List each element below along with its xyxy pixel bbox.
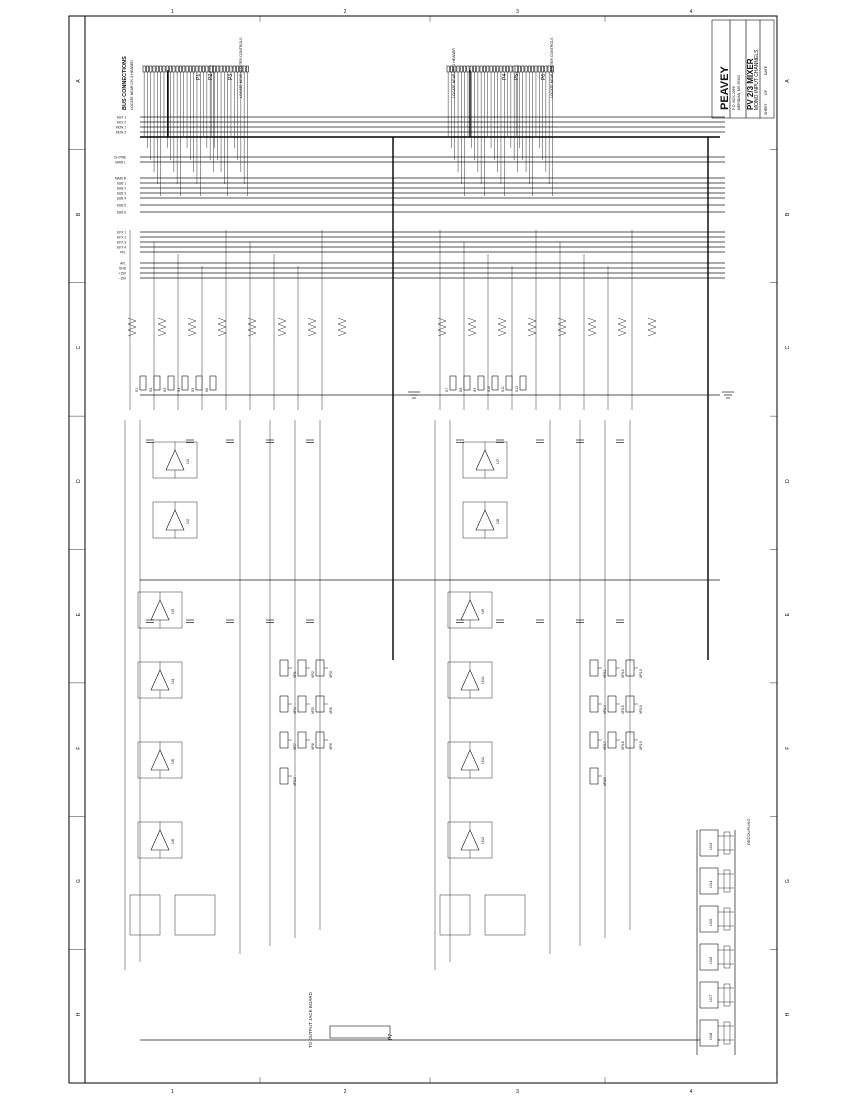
address-line-2: MERIDIAN, MS 39302 — [737, 74, 741, 110]
row-mark-left: A — [76, 79, 82, 83]
opamp-symbol — [166, 450, 184, 470]
channel-right-circuit — [435, 230, 656, 970]
row-mark-right: H — [785, 1012, 791, 1017]
opamp-symbol — [476, 510, 494, 530]
row-mark-right: E — [785, 612, 791, 617]
switch-body — [154, 376, 160, 390]
right-master-note: LOCATE NEAR MASTER CONTROLS — [550, 37, 554, 98]
sheet-title: MONO INPUT CHANNELS — [754, 49, 760, 110]
supply-block-label — [746, 819, 751, 845]
regulator-label: U18 — [708, 1032, 713, 1040]
row-mark-left: E — [76, 612, 82, 617]
bus-bars — [140, 66, 725, 278]
ic-label: U8 — [495, 518, 500, 524]
pot-label: VR10 — [293, 777, 297, 786]
ic-label: U6 — [170, 838, 175, 844]
pot-label: VR18 — [621, 741, 625, 750]
output-connector — [330, 1026, 390, 1038]
switch-label: S5 — [191, 387, 195, 392]
left-header-note: LOCATE NEAR MASTER CONTROLS — [239, 37, 243, 98]
switch-label: S12 — [515, 385, 519, 392]
bus-label: MON 2 — [115, 130, 126, 135]
switch-label: S1 — [135, 387, 139, 392]
bus-label: MON 1 — [115, 125, 126, 130]
row-mark-left: C — [76, 345, 82, 350]
logo-text: PEAVEY — [719, 66, 731, 110]
pot-body — [608, 696, 616, 712]
pot-label: VR15 — [621, 705, 625, 714]
pot-label: VR7 — [293, 743, 297, 750]
pot-label: VR1 — [293, 671, 297, 678]
connector-right-aux: P5 — [514, 73, 520, 80]
output-jack-label: TO OUTPUT JACK BOARD — [308, 992, 313, 1048]
decoupling-label: DECOUPLING — [746, 818, 751, 845]
switch-body — [140, 376, 146, 390]
pot-body — [608, 732, 616, 748]
ground-symbol-right — [722, 392, 734, 398]
connector-left-aux-b: P3 — [228, 73, 234, 80]
pot-body — [298, 732, 306, 748]
bus-label: AUX 1 — [116, 115, 126, 120]
pot-label: VR4 — [293, 707, 297, 714]
ic-label: U1 — [185, 458, 190, 464]
pot-label: VR8 — [311, 743, 315, 750]
ic-label: U4 — [170, 678, 175, 684]
switch-body — [520, 376, 526, 390]
row-mark-right: G — [785, 879, 791, 883]
row-mark-right: B — [785, 212, 791, 217]
bus-label: SUB 4 — [116, 196, 126, 201]
bus-label: MAIN L — [115, 160, 126, 165]
pot-label: VR9 — [329, 743, 333, 750]
col-mark-bottom: 2 — [343, 1089, 347, 1095]
bus-label: EFX 1 — [117, 230, 126, 235]
outer-border — [85, 16, 777, 1083]
bus-labels — [114, 116, 127, 281]
bus-notes — [122, 37, 554, 1048]
opamp-symbol — [461, 600, 479, 620]
pot-label: VR11 — [603, 669, 607, 678]
pot-body — [298, 696, 306, 712]
bus-label: SUB 2 — [116, 186, 126, 191]
opamp-symbol — [151, 750, 169, 770]
switch-label: S11 — [501, 386, 505, 392]
col-mark-bottom: 1 — [171, 1089, 174, 1095]
opamp-symbol — [151, 600, 169, 620]
row-mark-left: B — [76, 212, 82, 217]
left-header-pins — [143, 66, 215, 196]
ic-label: U5 — [170, 758, 175, 764]
pot-label: VR3 — [329, 671, 333, 678]
bus-label: AUX 2 — [116, 120, 126, 125]
date-field: DATE — [764, 65, 768, 75]
opamp-symbol — [476, 450, 494, 470]
connector-output: P7 — [388, 1033, 394, 1040]
regulator-label: U16 — [708, 956, 713, 964]
bus-label: SUB 5 — [116, 203, 126, 208]
main-bus — [140, 70, 720, 1040]
bus-label: -15V — [119, 276, 126, 281]
switch-label: S8 — [459, 387, 463, 392]
bus-label: MAIN R — [114, 176, 126, 181]
opamp-symbol — [461, 750, 479, 770]
right-aux-pins — [515, 66, 554, 196]
sheet-field: SHEET — [764, 103, 768, 115]
pot-label: VR16 — [639, 705, 643, 714]
col-mark-top: 3 — [516, 9, 519, 15]
ic-label: U9 — [480, 608, 485, 614]
switch-label: S3 — [163, 387, 167, 392]
bus-label: EFX 2 — [117, 235, 126, 240]
row-mark-left: D — [76, 479, 82, 483]
col-mark-bottom: 3 — [516, 1089, 519, 1095]
bus-label: AFL — [120, 261, 126, 266]
pot-body — [280, 696, 288, 712]
supply-decoupling-block — [697, 830, 735, 1055]
ic-label: U11 — [480, 756, 485, 764]
row-mark-right: D — [785, 479, 791, 483]
bus-connections-label: BUS CONNECTIONS — [122, 56, 128, 110]
row-mark-left: G — [76, 879, 82, 883]
switch-body — [182, 376, 188, 390]
switch-label: S10 — [487, 385, 491, 392]
pot-body — [298, 660, 306, 676]
bus-label: SUB 6 — [116, 210, 126, 215]
opamp-symbol — [461, 670, 479, 690]
ic-label: U3 — [170, 608, 175, 614]
pot-body — [590, 696, 598, 712]
col-mark-top: 2 — [343, 9, 347, 15]
switch-label: S6 — [205, 387, 209, 392]
row-mark-left: H — [76, 1012, 82, 1017]
opamp-symbol — [166, 510, 184, 530]
switch-label: S2 — [149, 387, 153, 392]
switch-label: S9 — [473, 387, 477, 392]
col-mark-top: 1 — [171, 9, 174, 15]
bus-label: SUB 3 — [116, 191, 126, 196]
row-mark-right: C — [785, 345, 791, 350]
switch-body — [506, 376, 512, 390]
col-mark-bottom: 4 — [689, 1089, 693, 1095]
bus-label: GND — [118, 266, 126, 271]
right-header-pins — [447, 66, 519, 196]
bus-label: CH PRE — [113, 155, 126, 160]
pot-body — [590, 660, 598, 676]
switch-body — [450, 376, 456, 390]
pot-label: VR20 — [603, 777, 607, 786]
pot-label: VR5 — [311, 707, 315, 714]
connector-left-main: P1 — [196, 73, 202, 80]
ic-label: U10 — [480, 676, 485, 684]
opamp-symbol — [151, 830, 169, 850]
row-mark-right: A — [785, 79, 791, 83]
pot-body — [590, 768, 598, 784]
bus-note: LOCATE NEAR CH. 8 HEADER — [130, 60, 134, 110]
row-mark-left: F — [76, 746, 82, 750]
channel-left-circuit — [125, 230, 346, 970]
pot-body — [590, 732, 598, 748]
bus-label: SUB 1 — [116, 181, 126, 186]
row-mark-right: F — [785, 746, 791, 750]
ic-label: U2 — [185, 518, 190, 524]
bus-label: PFL — [120, 250, 126, 255]
opamp-symbol — [151, 670, 169, 690]
bus-label: EFX 3 — [117, 240, 126, 245]
connector-right-main: P4 — [502, 73, 508, 80]
pot-label: VR19 — [639, 741, 643, 750]
address-line-1: P.O. BOX 2898 — [732, 86, 736, 110]
pot-label: VR6 — [329, 707, 333, 714]
switch-body — [196, 376, 202, 390]
regulator-label: U17 — [708, 994, 713, 1002]
col-mark-top: 4 — [689, 9, 693, 15]
pot-label: VR12 — [621, 669, 625, 678]
switch-body — [464, 376, 470, 390]
pot-body — [280, 732, 288, 748]
pot-body — [280, 768, 288, 784]
right-header-note: LOCATE NEAR CH. 1 HEADER — [452, 48, 456, 98]
switch-label: S4 — [177, 387, 181, 392]
pot-label: VR17 — [603, 741, 607, 750]
connector-left-aux: P2 — [208, 73, 214, 80]
pot-label: VR14 — [603, 705, 607, 714]
switch-body — [210, 376, 216, 390]
bus-label: +15V — [118, 271, 126, 276]
switch-body — [492, 376, 498, 390]
ic-label: U12 — [480, 836, 485, 844]
regulator-label: U15 — [708, 918, 713, 926]
bus-label: EFX 4 — [117, 245, 126, 250]
connector-right-aux-b: P6 — [541, 73, 547, 80]
regulator-label: U13 — [708, 842, 713, 850]
pot-body — [280, 660, 288, 676]
sheet-of: OF — [764, 90, 768, 95]
ic-label: U7 — [495, 458, 500, 464]
opamp-symbol — [461, 830, 479, 850]
switch-label: S7 — [445, 387, 449, 392]
pot-label: VR2 — [311, 671, 315, 678]
pot-label: VR13 — [639, 669, 643, 678]
product-title: PV 2/3 MIXER — [746, 58, 755, 110]
pot-body — [608, 660, 616, 676]
regulator-label: U14 — [708, 880, 713, 888]
switch-body — [478, 376, 484, 390]
switch-body — [168, 376, 174, 390]
